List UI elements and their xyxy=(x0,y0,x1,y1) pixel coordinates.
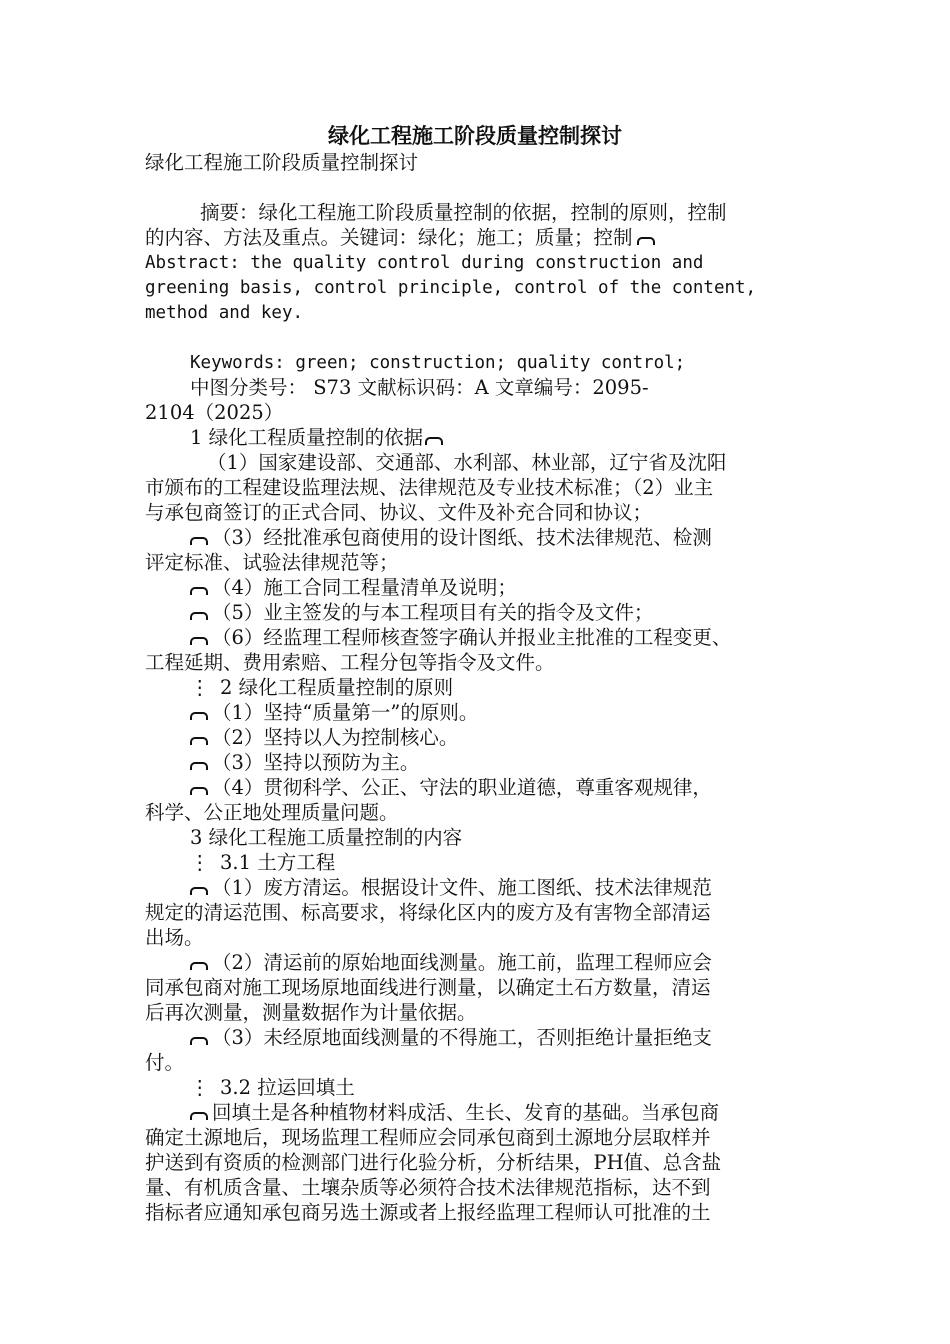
classification-line-2: 2104（2025） xyxy=(145,401,284,424)
section-1-heading: 1 绿化工程质量控制的依据 xyxy=(190,425,447,450)
keywords-en: Keywords: green; construction; quality control; xyxy=(190,353,686,373)
section-1-item-6-line-1: （6）经监理工程师核查签字确认并报业主批准的工程变更、 xyxy=(190,625,731,650)
section-3-1-item-1-line-2: 规定的清运范围、标高要求，将绿化区内的废方及有害物全部清运 xyxy=(145,901,711,924)
section-3-1-item-1-line-1: （1）废方清运。根据设计文件、施工图纸、技术法律规范 xyxy=(190,875,712,900)
document-title: 绿化工程施工阶段质量控制探讨 xyxy=(328,123,622,148)
section-1-item-3-line-1: （3）经批准承包商使用的设计图纸、技术法律规范、检测 xyxy=(190,525,712,550)
section-1-item-5: （5）业主签发的与本工程项目有关的指令及文件； xyxy=(190,600,653,625)
section-3-2-heading: ⋮ 3.2 拉运回填土 xyxy=(190,1076,355,1099)
section-3-heading: 3 绿化工程施工质量控制的内容 xyxy=(190,826,463,849)
paragraph-mark-icon xyxy=(190,1112,208,1120)
abstract-cn-line-1: 摘要：绿化工程施工阶段质量控制的依据，控制的原则，控制 xyxy=(200,201,727,224)
abstract-en-line-2: greening basis, control principle, control of the content, xyxy=(145,278,757,298)
paragraph-mark-icon xyxy=(190,787,208,795)
paragraph-mark-icon xyxy=(190,537,208,545)
section-3-2-para-line-4: 量、有机质含量、土壤杂质等必须符合技术法律规范指标，达不到 xyxy=(145,1176,711,1199)
paragraph-mark-icon xyxy=(637,237,655,245)
list-marker-icon: ⋮ xyxy=(190,851,210,874)
section-3-1-item-2-line-3: 后再次测量，测量数据作为计量依据。 xyxy=(145,1001,477,1024)
list-marker-icon: ⋮ xyxy=(190,1076,210,1099)
section-1-item-2-line-3: 与承包商签订的正式合同、协议、文件及补充合同和协议； xyxy=(145,501,653,524)
section-3-2-para-line-3: 护送到有资质的检测部门进行化验分析，分析结果，PH值、总含盐 xyxy=(145,1151,722,1174)
section-2-item-2: （2）坚持以人为控制核心。 xyxy=(190,725,458,750)
section-2-item-1: （1）坚持“质量第一”的原则。 xyxy=(190,700,478,725)
section-2-item-3: （3）坚持以预防为主。 xyxy=(190,750,419,775)
section-1-item-1-line-1: （1）国家建设部、交通部、水利部、林业部，辽宁省及沈阳 xyxy=(207,451,727,474)
section-3-2-para-line-5: 指标者应通知承包商另选土源或者上报经监理工程师认可批准的土 xyxy=(145,1201,711,1224)
section-1-item-4: （4）施工合同工程量清单及说明； xyxy=(190,575,517,600)
paragraph-mark-icon xyxy=(190,712,208,720)
paragraph-mark-icon xyxy=(190,587,208,595)
section-3-1-item-3-line-1: （3）未经原地面线测量的不得施工，否则拒绝计量拒绝支 xyxy=(190,1025,712,1050)
paragraph-mark-icon xyxy=(190,962,208,970)
section-3-2-para-line-2: 确定土源地后，现场监理工程师应会同承包商到土源地分层取样并 xyxy=(145,1126,711,1149)
paragraph-mark-icon xyxy=(190,1037,208,1045)
abstract-cn-line-2: 的内容、方法及重点。关键词：绿化；施工；质量；控制 xyxy=(145,225,659,250)
classification-line-1: 中图分类号： S73 文献标识码：A 文章编号：2095- xyxy=(190,376,649,399)
section-1-item-1-line-2: 市颁布的工程建设监理法规、法律规范及专业技术标准；（2）业主 xyxy=(145,476,714,499)
paragraph-mark-icon xyxy=(190,737,208,745)
paragraph-mark-icon xyxy=(190,887,208,895)
list-marker-icon: ⋮ xyxy=(190,676,210,699)
section-3-1-heading: ⋮ 3.1 土方工程 xyxy=(190,851,336,874)
section-1-item-6-line-2: 工程延期、费用索赔、工程分包等指令及文件。 xyxy=(145,651,555,674)
document-subtitle: 绿化工程施工阶段质量控制探讨 xyxy=(145,151,419,174)
section-2-item-4-line-2: 科学、公正地处理质量问题。 xyxy=(145,801,399,824)
section-2-item-4-line-1: （4）贯彻科学、公正、守法的职业道德，尊重客观规律， xyxy=(190,775,712,800)
paragraph-mark-icon xyxy=(425,437,443,445)
section-3-1-item-3-line-2: 付。 xyxy=(145,1051,185,1074)
section-2-heading: ⋮ 2 绿化工程质量控制的原则 xyxy=(190,676,454,699)
abstract-en-line-1: Abstract: the quality control during construction and xyxy=(145,253,704,273)
paragraph-mark-icon xyxy=(190,762,208,770)
section-3-1-item-1-line-3: 出场。 xyxy=(145,926,204,949)
section-3-1-item-2-line-1: （2）清运前的原始地面线测量。施工前，监理工程师应会 xyxy=(190,950,712,975)
section-3-2-para-line-1: 回填土是各种植物材料成活、生长、发育的基础。当承包商 xyxy=(190,1100,719,1125)
section-1-item-3-line-2: 评定标准、试验法律规范等； xyxy=(145,551,399,574)
paragraph-mark-icon xyxy=(190,612,208,620)
abstract-en-line-3: method and key. xyxy=(145,303,304,323)
paragraph-mark-icon xyxy=(190,637,208,645)
section-3-1-item-2-line-2: 同承包商对施工现场原地面线进行测量，以确定土石方数量，清运 xyxy=(145,976,711,999)
